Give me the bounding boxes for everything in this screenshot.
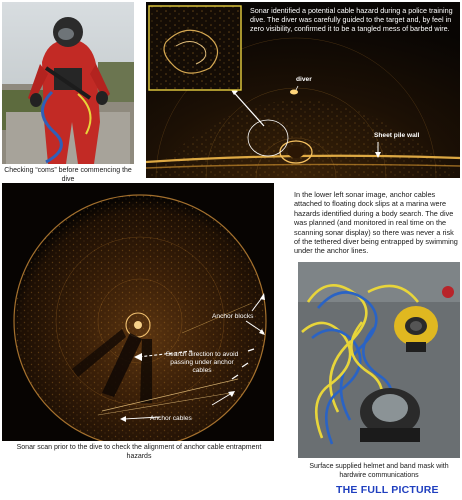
middle-description: In the lower left sonar image, anchor cables attached to floating dock slips at a marina were hazards identified during a body search. The dive was planned (and monitored in real time on the scanning sonar display) so there was never a risk of the tethered diver being entrapped by swimming under the anchor lines.	[294, 190, 458, 256]
sonar-top-panel	[146, 2, 460, 178]
label-anchor-cables: Anchor cables	[150, 415, 192, 422]
diver-photo-panel	[2, 2, 134, 164]
diver-photo	[2, 2, 134, 164]
label-anchor-blocks: Anchor blocks	[212, 313, 254, 320]
sonar-bottom-image	[2, 183, 274, 441]
helmet-photo	[298, 262, 460, 458]
helmet-photo-panel	[298, 262, 460, 458]
label-sheet-pile-wall: Sheet pile wall	[374, 132, 420, 139]
label-diver: diver	[296, 76, 312, 83]
footer-title: THE FULL PICTURE	[336, 484, 439, 496]
sonar-bottom-caption: Sonar scan prior to the dive to check the alignment of anchor cable entrapment hazards	[16, 444, 262, 460]
sonar-top-description: Sonar identified a potential cable hazard during a police training dive. The diver was carefully guided to the target and, by feel in zero visibility, confirmed it to be a tangled mess of barbed wire.	[250, 6, 453, 34]
diver-photo-caption: Checking “coms” before commencing the dive	[4, 167, 132, 183]
helmet-photo-caption: Surface supplied helmet and band mask with hardwire communications	[309, 463, 449, 479]
sonar-bottom-panel	[2, 183, 274, 441]
label-search-direction: Search direction to avoid passing under anchor cables	[165, 351, 239, 374]
